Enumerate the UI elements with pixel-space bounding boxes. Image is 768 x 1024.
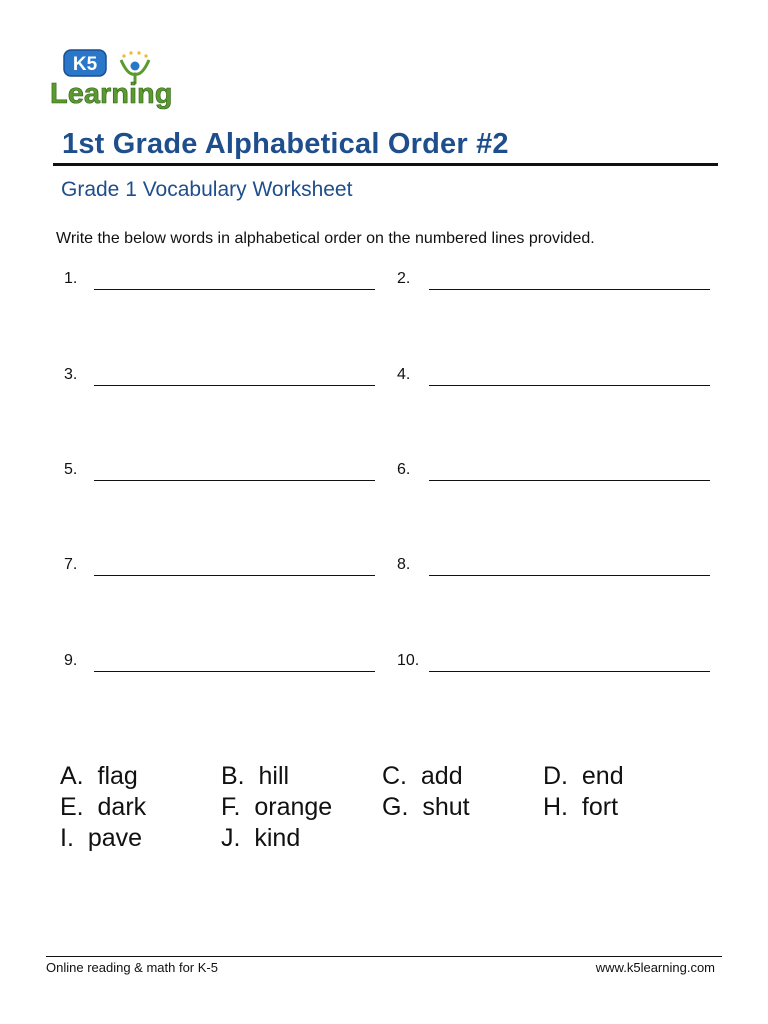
answer-number: 6. <box>397 461 411 478</box>
worksheet-subtitle: Grade 1 Vocabulary Worksheet <box>61 178 353 201</box>
answer-number: 7. <box>64 556 78 573</box>
answer-blank-line[interactable] <box>94 575 375 576</box>
answer-blank-line[interactable] <box>94 289 375 290</box>
answer-blank-line[interactable] <box>94 671 375 672</box>
word-text: add <box>420 762 463 790</box>
answer-number: 8. <box>397 556 411 573</box>
footer-divider <box>46 956 722 957</box>
word-letter: C. <box>382 762 407 790</box>
word-bank-item <box>60 762 138 791</box>
answer-blank-line[interactable] <box>429 385 710 386</box>
instructions: Write the below words in alphabetical order on the numbered lines provided. <box>56 230 595 247</box>
answer-number: 5. <box>64 461 78 478</box>
word-text: flag <box>97 762 138 790</box>
answer-blank-line[interactable] <box>94 385 375 386</box>
word-letter: E. <box>60 793 84 821</box>
word-text: shut <box>422 793 470 821</box>
word-bank-item <box>382 762 463 791</box>
word-text: dark <box>97 793 147 821</box>
word-letter: D. <box>543 762 568 790</box>
word-bank-item <box>221 824 300 853</box>
word-letter: I. <box>60 824 74 852</box>
word-bank-item <box>543 793 618 822</box>
word-letter: B. <box>221 762 245 790</box>
footer-url: www.k5learning.com <box>595 960 715 975</box>
answer-blank-line[interactable] <box>94 480 375 481</box>
word-letter: J. <box>221 824 241 852</box>
word-letter: H. <box>543 793 568 821</box>
title-divider <box>53 163 718 166</box>
word-letter: A. <box>60 762 84 790</box>
k5-learning-logo <box>48 46 190 112</box>
answer-blank-line[interactable] <box>429 671 710 672</box>
word-letter: F. <box>221 793 241 821</box>
answer-number: 10. <box>397 652 420 669</box>
answer-blank-line[interactable] <box>429 289 710 290</box>
word-text: orange <box>254 793 333 821</box>
word-text: fort <box>581 793 619 821</box>
answer-number: 1. <box>64 270 78 287</box>
footer-tagline: Online reading & math for K-5 <box>46 960 218 975</box>
word-letter: G. <box>382 793 409 821</box>
word-bank-item <box>60 824 142 853</box>
word-text: kind <box>254 824 301 852</box>
worksheet-title: 1st Grade Alphabetical Order #2 <box>62 128 509 160</box>
word-bank-item <box>221 793 332 822</box>
answer-blank-line[interactable] <box>429 480 710 481</box>
word-bank-item <box>543 762 624 791</box>
answer-number: 4. <box>397 366 411 383</box>
answer-number: 3. <box>64 366 78 383</box>
answer-blank-line[interactable] <box>429 575 710 576</box>
logo-badge-text: K5 <box>72 54 98 75</box>
word-bank-item <box>60 793 146 822</box>
k5-logo-icon <box>48 46 190 112</box>
answer-number: 9. <box>64 652 78 669</box>
word-bank-item <box>382 793 470 822</box>
word-text: pave <box>87 824 143 852</box>
logo-wordmark: Learning <box>50 78 173 110</box>
word-text: hill <box>258 762 290 790</box>
word-text: end <box>581 762 624 790</box>
answer-number: 2. <box>397 270 411 287</box>
word-bank-item <box>221 762 289 791</box>
